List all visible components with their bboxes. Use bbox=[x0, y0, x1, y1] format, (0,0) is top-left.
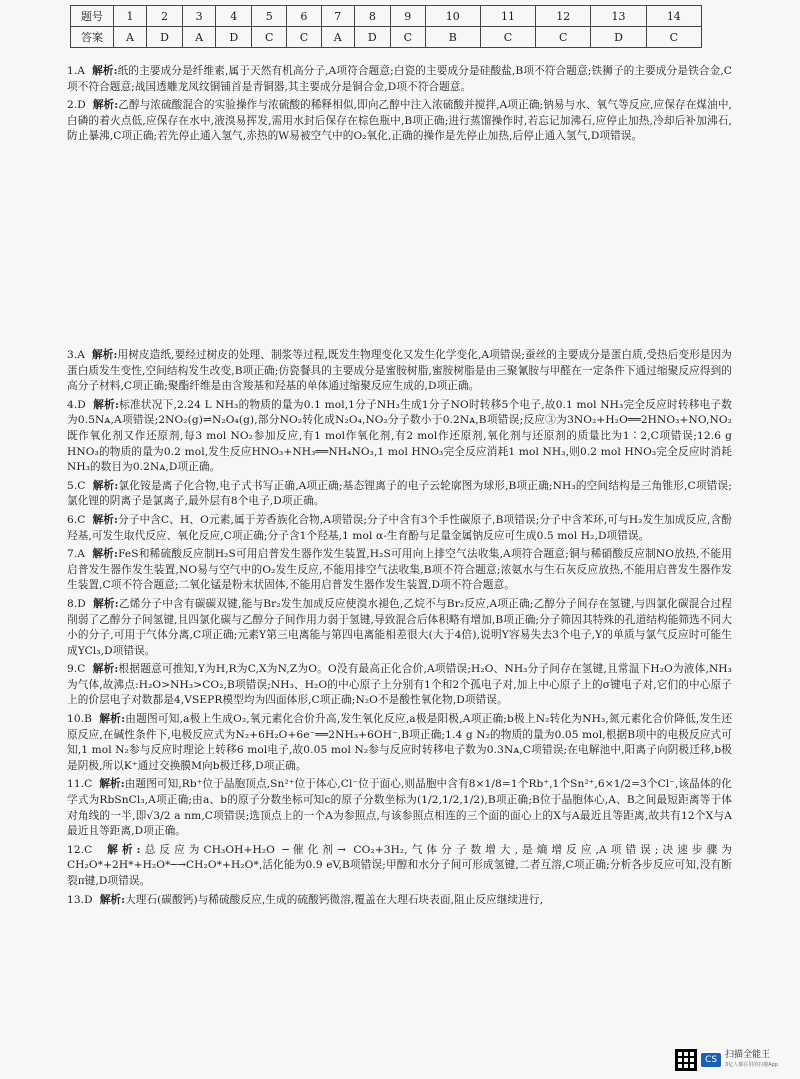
item-label: 解析: bbox=[99, 713, 126, 726]
answer-cell: C bbox=[287, 27, 322, 48]
explanation-item bbox=[67, 348, 732, 395]
item-text: FeS和稀硫酸反应制H₂S可用启普发生器作发生装置,H₂S可用向上排空气法收集,A项符合题意;铜与稀硝酸反应制NO放热,不能用启普发生器作发生装置,NO易与空气中的O₂发生反应,不能用排空气法收集,B项不符合题意;浓氨水与生石灰反应放热,不能用启普发生器作发生装置,C项不符合题意;二氧化锰是粉末状固体,不能用启普发生器作发生装置,D项不符合题意。 bbox=[67, 548, 732, 592]
question-number-cell: 11 bbox=[480, 6, 535, 27]
explanation-item bbox=[67, 64, 732, 95]
item-text: 由题图可知,Rb⁺位于晶胞顶点,Sn²⁺位于体心,Cl⁻位于面心,则晶胞中含有8×1/8=1个Rb⁺,1个Sn²⁺,6×1/2=3个Cl⁻,该晶体的化学式为RbSnCl₃,A项正确;由a、b的原子分数坐标可知c的原子分数坐标为(1/2,1/2,1/2),B项正确;B位于晶胞体心,A、B之间最短距离等于体对角线的一半,即√3/2 a nm,C项错误;选顶点上的一个A为参照点,与该参照点相连的三个面的面心上的X与A最近且等距离,故共有12个X与A最近且等距离,D项正确。 bbox=[67, 778, 732, 838]
question-number-cell: 2 bbox=[146, 6, 182, 27]
explanation-item bbox=[67, 479, 732, 510]
answer-cell: C bbox=[390, 27, 425, 48]
item-number: 12.C bbox=[67, 843, 93, 856]
item-text: 纸的主要成分是纤维素,属于天然有机高分子,A项符合题意;白瓷的主要成分是硅酸盐,B项不符合题意;铁狮子的主要成分是铁合金,C项不符合题意;战国透雕龙凤纹铜铺首是青铜器,其主要成分是铜合金,D项不符合题意。 bbox=[67, 65, 732, 93]
item-number: 5.C bbox=[67, 479, 86, 492]
item-number: 4.D bbox=[67, 398, 86, 411]
answer-cell: B bbox=[425, 27, 480, 48]
explanation-item bbox=[67, 597, 732, 659]
brand-badge: CS bbox=[701, 1053, 721, 1067]
answer-row bbox=[71, 27, 702, 48]
brand-subtitle: 3亿人都在用的扫描App bbox=[725, 1062, 778, 1068]
item-label: 解析: bbox=[92, 513, 119, 526]
item-number: 11.C bbox=[67, 778, 93, 791]
item-text: 用树皮造纸,要经过树皮的处理、制浆等过程,既发生物理变化又发生化学变化,A项错误;蚕丝的主要成分是蛋白质,受热后变形是因为蛋白质发生变性,空间结构发生改变,B项正确;仿瓷餐具的主要成分是蜜胺树脂,蜜胺树脂是由三聚氰胺与甲醛在一定条件下通过缩聚反应得到的高分子材料,C项正确;聚酯纤维是由含羧基和羟基的单体通过缩聚反应生成的,D项正确。 bbox=[67, 349, 732, 393]
question-number-cell: 10 bbox=[425, 6, 480, 27]
item-text: 分子中含C、H、O元素,属于芳香族化合物,A项错误;分子中含有3个手性碳原子,B项错误;分子中含苯环,可与H₂发生加成反应,含酚羟基,可发生取代反应、氧化反应,C项正确;分子含1个羟基,1 mol α-生育酚与足量金属钠反应可生成0.5 mol H₂,D项错误。 bbox=[67, 513, 733, 542]
item-number: 3.A bbox=[67, 349, 86, 361]
answer-cell: D bbox=[146, 27, 182, 48]
answer-cell: C bbox=[252, 27, 287, 48]
item-text: 氯化铵是离子化合物,电子式书写正确,A项正确;基态锂离子的电子云轮廓图为球形,B项正确;NH₃的空间结构是三角锥形,C项错误;氯化锂的阴离子是氯离子,最外层有8个电子,D项正确。 bbox=[67, 479, 732, 508]
scanner-watermark bbox=[675, 1049, 778, 1071]
explanation-item bbox=[67, 547, 732, 594]
item-label: 解析: bbox=[93, 398, 119, 411]
question-number-cell: 12 bbox=[536, 6, 591, 27]
question-number-cell: 13 bbox=[591, 6, 646, 27]
explanation-item bbox=[67, 712, 732, 774]
row-label-number: 题号 bbox=[71, 6, 114, 27]
item-number: 10.B bbox=[67, 713, 93, 726]
item-text: 由题图可知,a极上生成O₂,氧元素化合价升高,发生氧化反应,a极是阳极,A项正确;b极上N₂转化为NH₃,氮元素化合价降低,发生还原反应,在碱性条件下,电极反应式为N₂+6H₂O+6e⁻══2NH₃+6OH⁻,B项正确;1.4 g N₂的物质的量为0.05 mol,根据B项中的电极反应式可知,1 mol N₂参与反应时理论上转移6 mol电子,故0.05 mol N₂参与反应时转移电子数为0.3Nᴀ,C项错误;在电解池中,阳离子向阴极迁移,b极是阴极,所以K⁺通过交换膜M向b极迁移,D项正确。 bbox=[67, 713, 733, 772]
item-label: 解析: bbox=[92, 663, 119, 676]
item-label: 解析: bbox=[107, 843, 141, 856]
item-number: 1.A bbox=[67, 65, 86, 77]
item-text: 标准状况下,2.24 L NH₃的物质的量为0.1 mol,1分子NH₃生成1分子NO时转移5个电子,故0.1 mol NH₃完全反应时转移电子数为0.5Nᴀ,A项错误;2NO₂(g)⇌N₂O₄(g),部分NO₂转化成N₂O₄,NO₂分子数小于0.2Nᴀ,B项错误;反应③为3NO₂+H₂O══2HNO₃+NO,NO₂既作氧化剂又作还原剂,每3 mol NO₂参加反应,有1 mol作氧化剂,有2 mol作还原剂,氧化剂与还原剂的质量比为1∶2,C项错误;12.6 g HNO₃的物质的量为0.2 mol,发生反应HNO₃+NH₃══NH₄NO₃,1 mol HNO₃完全反应消耗1 mol NH₃,则0.2 mol HNO₃完全反应时消耗NH₃的数目为0.2Nᴀ,D项正确。 bbox=[67, 398, 732, 474]
question-number-cell: 6 bbox=[287, 6, 322, 27]
explanation-item bbox=[67, 398, 732, 476]
brand-title: 扫描全能王 bbox=[725, 1050, 771, 1060]
question-number-cell: 3 bbox=[183, 6, 216, 27]
item-number: 7.A bbox=[67, 548, 86, 561]
explanation-item bbox=[67, 513, 732, 544]
question-number-cell: 8 bbox=[354, 6, 390, 27]
question-number-cell: 9 bbox=[390, 6, 425, 27]
answer-cell: A bbox=[321, 27, 354, 48]
item-number: 6.C bbox=[67, 513, 86, 526]
question-number-cell: 4 bbox=[216, 6, 252, 27]
explanation-item bbox=[67, 893, 732, 909]
item-text: 大理石(碳酸钙)与稀硫酸反应,生成的硫酸钙微溶,覆盖在大理石块表面,阻止反应继续进行, bbox=[125, 893, 544, 906]
answer-cell: A bbox=[114, 27, 147, 48]
question-number-cell: 1 bbox=[114, 6, 147, 27]
question-number-cell: 14 bbox=[646, 6, 701, 27]
explanation-item bbox=[67, 98, 732, 145]
brand-name bbox=[725, 1050, 778, 1070]
item-number: 9.C bbox=[67, 663, 86, 676]
item-label: 解析: bbox=[92, 65, 118, 77]
item-label: 解析: bbox=[92, 548, 119, 561]
item-label: 解析: bbox=[92, 99, 119, 112]
item-label: 解析: bbox=[92, 349, 118, 361]
item-number: 2.D bbox=[67, 99, 86, 112]
row-label-answer: 答案 bbox=[71, 27, 114, 48]
explanation-item bbox=[67, 777, 732, 839]
answer-cell: C bbox=[536, 27, 591, 48]
explanations-top bbox=[67, 64, 732, 148]
item-text: 乙烯分子中含有碳碳双键,能与Br₂发生加成反应使溴水褪色,乙烷不与Br₂反应,A项正确;乙醇分子间存在氢键,与四氯化碳混合过程削弱了乙醇分子间氢键,且四氯化碳与乙醇分子间作用力弱于氢键,导致混合后体积略有增加,B项正确;分子筛因其特殊的孔道结构能筛选不同大小的分子,可用于气体分离,C项正确;元素Y第三电离能与第四电离能相差很大(大于4倍),说明Y容易失去3个电子,Y的单质与氯气反应时可能生成YCl₃,D项错误。 bbox=[67, 597, 732, 657]
item-text: 根据题意可推知,Y为H,R为C,X为N,Z为O。O没有最高正化合价,A项错误;H₂O、NH₃分子间存在氢键,且常温下H₂O为液体,NH₃为气体,故沸点:H₂O>NH₃>CO₂,B项错误;NH₃、H₂O的中心原子上分别有1个和2个孤电子对,加上中心原子上的σ键电子对,它们的中心原子上的价层电子对数都是4,VSEPR模型均为四面体形,C项正确;N₂O不是酸性氧化物,D项错误。 bbox=[67, 663, 732, 707]
item-label: 解析: bbox=[92, 479, 119, 492]
answer-cell: C bbox=[646, 27, 701, 48]
explanations-bottom bbox=[67, 348, 732, 911]
answer-cell: A bbox=[183, 27, 216, 48]
number-row bbox=[71, 6, 702, 27]
item-label: 解析: bbox=[99, 778, 125, 791]
explanation-item bbox=[67, 662, 732, 709]
item-text: 乙醇与浓硫酸混合的实验操作与浓硫酸的稀释相似,即向乙醇中注入浓硫酸并搅拌,A项正确;钠易与水、氧气等反应,应保存在煤油中,白磷的着火点低,应保存在水中,液溴易挥发,需用水封后保存在棕色瓶中,B项正确;进行蒸馏操作时,若忘记加沸石,应停止加热,冷却后补加沸石,防止暴沸,C项正确;若先停止通入氢气,赤热的W易被空气中的O₂氧化,正确的操作是先停止加热,后停止通入氢气,D项错误。 bbox=[67, 99, 732, 143]
item-number: 8.D bbox=[67, 597, 86, 610]
answer-cell: D bbox=[591, 27, 646, 48]
question-number-cell: 5 bbox=[252, 6, 287, 27]
answer-cell: D bbox=[216, 27, 252, 48]
explanation-item bbox=[67, 843, 732, 890]
item-label: 解析: bbox=[99, 893, 126, 906]
question-number-cell: 7 bbox=[321, 6, 354, 27]
answer-cell: C bbox=[480, 27, 535, 48]
item-label: 解析: bbox=[93, 597, 119, 610]
qr-code-icon bbox=[675, 1049, 697, 1071]
answer-table bbox=[70, 5, 702, 48]
item-text: 总反应为CH₃OH+H₂O ─催化剂→ CO₂+3H₂,气体分子数增大,是熵增反应,A项错误;决速步骤为CH₂O*+2H*+H₂O*─→CH₂O*+H₂O*,活化能为0.9 eV,B项错误;甲醇和水分子间可形成氢键,二者互溶,C项正确;分析各步反应可知,没有断裂π键,D项错误。 bbox=[67, 843, 732, 887]
answer-cell: D bbox=[354, 27, 390, 48]
item-number: 13.D bbox=[67, 893, 93, 906]
